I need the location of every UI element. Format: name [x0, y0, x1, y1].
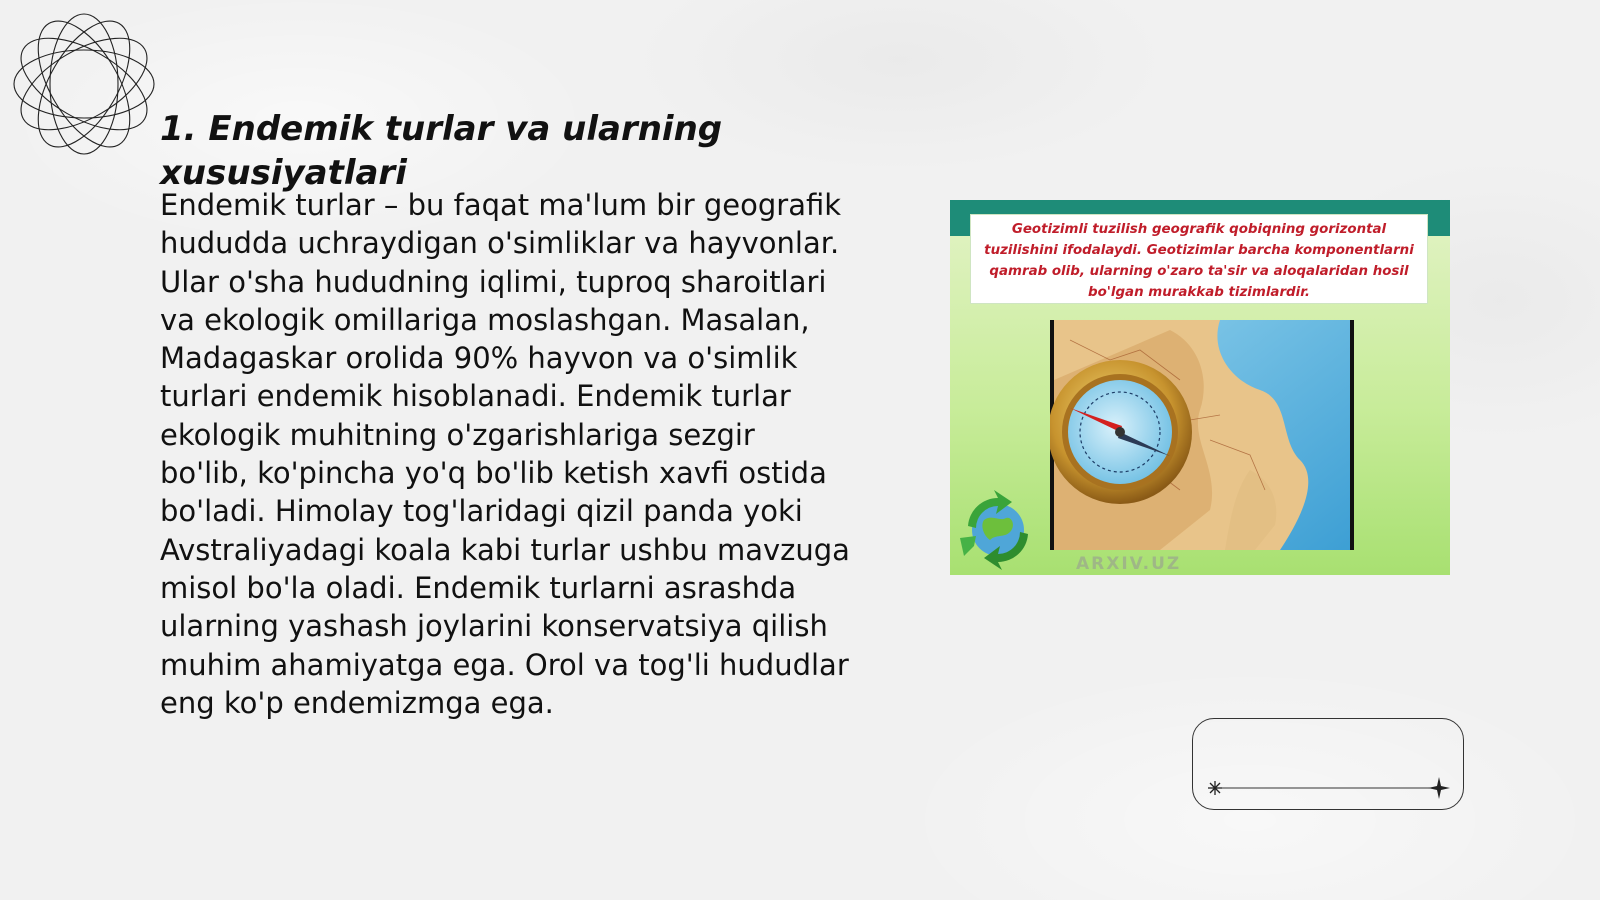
- geosystem-illustration: [950, 200, 1450, 575]
- watermark-text: ARXIV.UZ: [1076, 554, 1182, 574]
- illustration-caption: Geotizimli tuzilish geografik qobiqning gorizontal tuzilishini ifodalaydi. Geotizimlar barcha komponentlarni qamrab olib, ularning o'zaro ta'sir va aloqalaridan hosil bo'lgan murakkab tizimlardir.: [970, 214, 1428, 304]
- spirograph-rings-icon: [10, 10, 158, 158]
- slide-title: 1. Endemik turlar va ularning xususiyatlari: [160, 109, 723, 193]
- recycle-globe-icon: [954, 486, 1042, 574]
- map-with-compass: [1050, 320, 1354, 550]
- sparkle-line-icon: [1193, 719, 1465, 811]
- compass-map-icon: [1050, 320, 1354, 550]
- decorative-rounded-frame: [1192, 718, 1464, 810]
- slide-body-text: Endemik turlar – bu faqat ma'lum bir geografik hududda uchraydigan o'simliklar va hayvonlar. Ular o'sha hududning iqlimi, tuproq sharoitlari va ekologik omillariga moslashgan. Masalan, Madagaskar orolida 90% hayvon va o'simlik turlari endemik hisoblanadi. Endemik turlar ekologik muhitning o'zgarishlariga sezgir bo'lib, ko'pincha yo'q bo'lib ketish xavfi ostida bo'ladi. Himolay tog'laridagi qizil panda yoki Avstraliyadagi koala kabi turlar ushbu mavzuga misol bo'la oladi. Endemik turlarni asrashda ularning yashash joylarini konservatsiya qilish muhim ahamiyatga ega. Orol va tog'li hududlar eng ko'p endemizmga ega.: [160, 188, 850, 720]
